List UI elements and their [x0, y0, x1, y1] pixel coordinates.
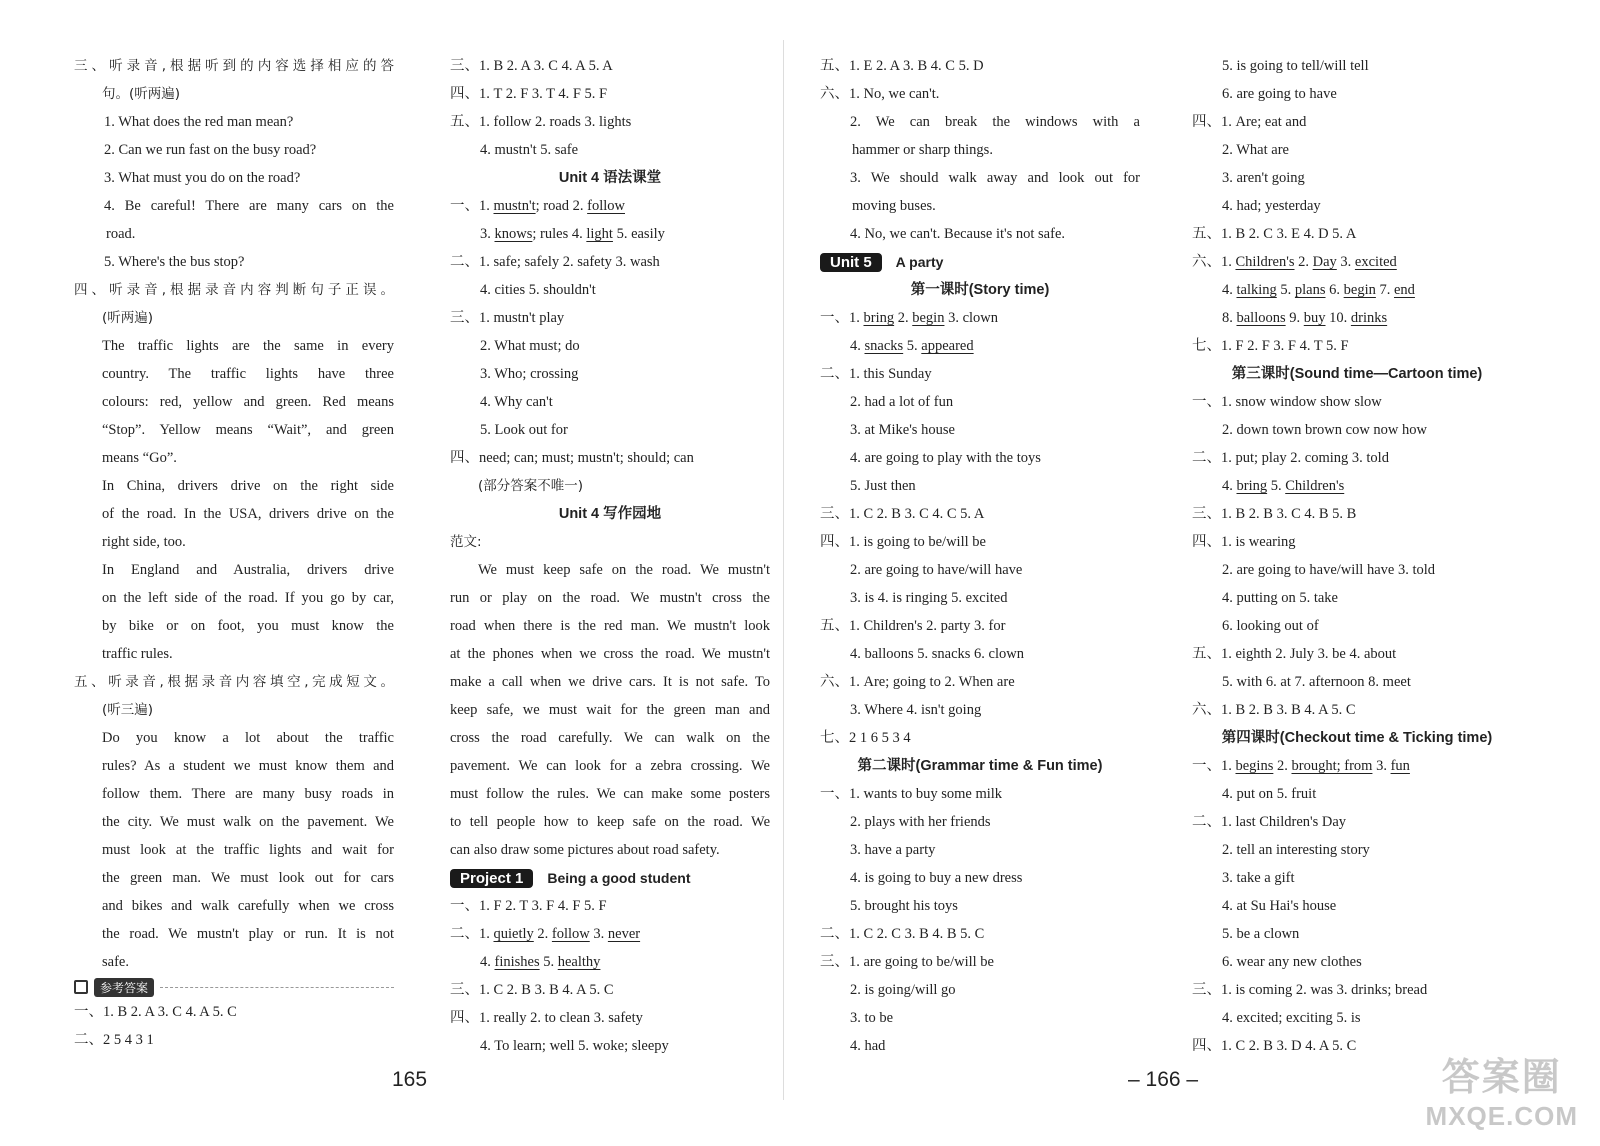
essay-line: We must keep safe on the road. We mustn't — [478, 562, 770, 578]
answer-line: 二、1. put; play 2. coming 3. told — [1192, 450, 1389, 466]
answer-line: 5. with 6. at 7. afternoon 8. meet — [1222, 674, 1411, 690]
answer-line: 3. is 4. is ringing 5. excited — [850, 590, 1008, 606]
essay-line: pavement. We can look for a zebra crossing. We — [450, 758, 770, 774]
answer-line: 一、1. F 2. T 3. F 4. F 5. F — [450, 898, 607, 914]
book-icon — [74, 980, 88, 994]
essay-line: cross the road carefully. We can walk on the — [450, 730, 770, 746]
answer-line: 8. balloons 9. buy 10. drinks — [1222, 310, 1388, 326]
passage-line: The traffic lights are the same in every — [102, 338, 394, 354]
answer-line: 七、2 1 6 5 3 4 — [820, 730, 911, 746]
answer-line: 3. at Mike's house — [850, 422, 955, 438]
answer-line: 一、1. wants to buy some milk — [820, 786, 1003, 802]
answer-line: 一、1. mustn't; road 2. follow — [450, 198, 625, 214]
answer-line: 3. knows; rules 4. light 5. easily — [480, 226, 665, 242]
answer-line: 2. are going to have/will have — [850, 562, 1023, 578]
answer-line: 四、1. Are; eat and — [1192, 114, 1307, 130]
essay-line: road when there is the red man. We mustn't look — [450, 618, 770, 634]
section-heading: 句。(听两遍) — [102, 86, 181, 102]
answer-line: 二、1. this Sunday — [820, 366, 932, 382]
answer-line: 2. had a lot of fun — [850, 394, 954, 410]
reference-answer-badge: 参考答案 — [94, 978, 154, 997]
answer-line: 4. excited; exciting 5. is — [1222, 1010, 1361, 1026]
unit-badge: Unit 5 — [820, 253, 882, 272]
answer-line: 4. had — [850, 1038, 886, 1054]
passage-line: must look at the traffic lights and wait for — [102, 842, 394, 858]
unit-section-heading: Unit 4 写作园地 — [558, 506, 662, 522]
reference-answer-banner — [74, 976, 394, 998]
answer-line: 三、1. C 2. B 3. B 4. A 5. C — [450, 982, 614, 998]
answer-line: 4. balloons 5. snacks 6. clown — [850, 646, 1024, 662]
answer-line: 二、1. safe; safely 2. safety 3. wash — [450, 254, 660, 270]
answer-line: 三、1. B 2. A 3. C 4. A 5. A — [450, 58, 613, 74]
answer-line: 2. are going to have/will have 3. told — [1222, 562, 1436, 578]
answer-line: 5. is going to tell/will tell — [1222, 58, 1369, 74]
essay-line: to tell people how to keep safe on the road. We — [450, 814, 770, 830]
answer-line: road. — [106, 226, 136, 242]
answer-line: 4. mustn't 5. safe — [480, 142, 579, 158]
answer-line: 六、1. Are; going to 2. When are — [820, 674, 1015, 690]
answer-line: 4. finishes 5. healthy — [480, 954, 601, 970]
answer-line: 3. aren't going — [1222, 170, 1305, 186]
column-1 — [74, 52, 394, 1054]
section-heading: 四、听录音,根据录音内容判断句子正误。 — [74, 282, 394, 298]
answer-line: 3. have a party — [850, 842, 936, 858]
passage-line: the green man. We must look out for cars — [102, 870, 394, 886]
passage-line: follow them. There are many busy roads in — [102, 786, 394, 802]
page-gutter — [783, 40, 784, 1100]
unit-header — [820, 248, 1140, 276]
essay-line: at the phones when we cross the road. We mustn't — [450, 646, 770, 662]
answer-line: 4. Why can't — [480, 394, 553, 410]
section-heading: (听两遍) — [102, 310, 154, 326]
answer-line: 4. talking 5. plans 6. begin 7. end — [1222, 282, 1415, 298]
answer-line: 4. To learn; well 5. woke; sleepy — [480, 1038, 669, 1054]
passage-line: the road. We mustn't play or run. It is not — [102, 926, 394, 942]
section-heading: (听三遍) — [102, 702, 154, 718]
answer-line: 2. is going/will go — [850, 982, 956, 998]
answer-line: 四、1. T 2. F 3. T 4. F 5. F — [450, 86, 608, 102]
answer-line: 6. are going to have — [1222, 86, 1337, 102]
sample-label: 范文: — [450, 534, 482, 550]
answer-line: 4. had; yesterday — [1222, 198, 1321, 214]
passage-line: on the left side of the road. If you go by car, — [102, 590, 394, 606]
passage-line: of the road. In the USA, drivers drive on the — [102, 506, 394, 522]
passage-line: Do you know a lot about the traffic — [102, 730, 394, 746]
answer-line: 四、1. really 2. to clean 3. safety — [450, 1010, 643, 1026]
answer-line: 四、1. is going to be/will be — [820, 534, 986, 550]
answer-line: 三、1. is coming 2. was 3. drinks; bread — [1192, 982, 1428, 998]
answer-line: 六、1. No, we can't. — [820, 86, 940, 102]
answer-line: 四、need; can; must; mustn't; should; can — [450, 450, 694, 466]
divider — [160, 987, 394, 988]
answer-line: moving buses. — [852, 198, 936, 214]
answer-line: 4. are going to play with the toys — [850, 450, 1041, 466]
column-3 — [820, 52, 1140, 1060]
answer-line: 4. snacks 5. appeared — [850, 338, 974, 354]
answer-line: 1. What does the red man mean? — [104, 114, 294, 130]
unit-section-heading: Unit 4 语法课堂 — [558, 170, 662, 186]
lesson-heading: 第一课时(Story time) — [910, 282, 1050, 298]
answer-line: 3. Who; crossing — [480, 366, 579, 382]
answer-line: 四、1. C 2. B 3. D 4. A 5. C — [1192, 1038, 1357, 1054]
answer-line: 3. take a gift — [1222, 870, 1295, 886]
answer-line: 6. wear any new clothes — [1222, 954, 1362, 970]
answer-line: 4. put on 5. fruit — [1222, 786, 1317, 802]
answer-line: 6. looking out of — [1222, 618, 1319, 634]
answer-line: 四、1. is wearing — [1192, 534, 1296, 550]
answer-line: 一、1. snow window show slow — [1192, 394, 1382, 410]
lesson-heading: 第四课时(Checkout time & Ticking time) — [1221, 730, 1493, 746]
answer-line: 5. Just then — [850, 478, 916, 494]
watermark-site: MXQE.COM — [1425, 1101, 1578, 1131]
passage-line: by bike or on foot, you must know the — [102, 618, 394, 634]
answer-line: 4. bring 5. Children's — [1222, 478, 1345, 494]
passage-line: safe. — [102, 954, 129, 970]
unit-title: A party — [895, 254, 944, 270]
answer-line: 六、1. Children's 2. Day 3. excited — [1192, 254, 1397, 270]
answer-line: 一、1. B 2. A 3. C 4. A 5. C — [74, 1004, 237, 1020]
page-number-left: 165 — [392, 1068, 428, 1091]
answer-line: 三、1. mustn't play — [450, 310, 565, 326]
answer-line: 4. cities 5. shouldn't — [480, 282, 596, 298]
answer-line: 二、1. quietly 2. follow 3. never — [450, 926, 641, 942]
passage-line: rules? As a student we must know them and — [102, 758, 394, 774]
essay-line: run or play on the road. We mustn't cross the — [450, 590, 770, 606]
answer-line: 5. brought his toys — [850, 898, 958, 914]
answer-line: 二、1. last Children's Day — [1192, 814, 1347, 830]
essay-line: make a call when we drive cars. It is not safe. To — [450, 674, 770, 690]
passage-line: country. The traffic lights have three — [102, 366, 394, 382]
column-2 — [450, 52, 770, 1060]
answer-line: 2. What must; do — [480, 338, 580, 354]
passage-line: right side, too. — [102, 534, 186, 550]
answer-line: 五、1. eighth 2. July 3. be 4. about — [1192, 646, 1397, 662]
project-title: Being a good student — [547, 870, 691, 886]
answer-line: 4. putting on 5. take — [1222, 590, 1338, 606]
lesson-heading: 第二课时(Grammar time & Fun time) — [857, 758, 1103, 774]
passage-line: the city. We must walk on the pavement. We — [102, 814, 394, 830]
answer-line: 二、2 5 4 3 1 — [74, 1032, 154, 1048]
answer-line: 三、1. B 2. B 3. C 4. B 5. B — [1192, 506, 1357, 522]
answer-line: 五、1. Children's 2. party 3. for — [820, 618, 1006, 634]
answer-line: 3. We should walk away and look out for — [850, 170, 1140, 186]
essay-line: must follow the rules. We can make some posters — [450, 786, 770, 802]
passage-line: colours: red, yellow and green. Red means — [102, 394, 394, 410]
project-badge: Project 1 — [450, 869, 533, 888]
project-header — [450, 864, 770, 892]
passage-line: “Stop”. Yellow means “Wait”, and green — [102, 422, 394, 438]
answer-line: 二、1. C 2. C 3. B 4. B 5. C — [820, 926, 985, 942]
answer-line: 2. down town brown cow now how — [1222, 422, 1427, 438]
answer-line: 2. What are — [1222, 142, 1289, 158]
answer-line: 三、1. are going to be/will be — [820, 954, 994, 970]
page-number-right: – 166 – — [1128, 1068, 1199, 1091]
answer-line: 4. No, we can't. Because it's not safe. — [850, 226, 1066, 242]
answer-line: 一、1. bring 2. begin 3. clown — [820, 310, 999, 326]
answer-line: 2. Can we run fast on the busy road? — [104, 142, 317, 158]
answer-line: 七、1. F 2. F 3. F 4. T 5. F — [1192, 338, 1349, 354]
answer-line: hammer or sharp things. — [852, 142, 993, 158]
answer-line: 4. is going to buy a new dress — [850, 870, 1023, 886]
answer-line: 一、1. begins 2. brought; from 3. fun — [1192, 758, 1410, 774]
note-line: (部分答案不唯一) — [478, 478, 584, 494]
answer-line: 5. Look out for — [480, 422, 568, 438]
answer-line: 4. Be careful! There are many cars on the — [104, 198, 394, 214]
answer-line: 3. to be — [850, 1010, 894, 1026]
watermark-logo: 答案圈 — [1441, 1055, 1562, 1099]
passage-line: and bikes and walk carefully when we cross — [102, 898, 394, 914]
passage-line: In China, drivers drive on the right side — [102, 478, 394, 494]
answer-line: 3. What must you do on the road? — [104, 170, 301, 186]
lesson-heading: 第三课时(Sound time—Cartoon time) — [1231, 366, 1483, 382]
answer-line: 五、1. B 2. C 3. E 4. D 5. A — [1192, 226, 1357, 242]
answer-line: 4. at Su Hai's house — [1222, 898, 1337, 914]
answer-line: 3. Where 4. isn't going — [850, 702, 982, 718]
answer-line: 2. plays with her friends — [850, 814, 991, 830]
passage-line: In England and Australia, drivers drive — [102, 562, 394, 578]
essay-line: can also draw some pictures about road safety. — [450, 842, 720, 858]
answer-line: 5. be a clown — [1222, 926, 1300, 942]
answer-line: 5. Where's the bus stop? — [104, 254, 245, 270]
answer-line: 2. tell an interesting story — [1222, 842, 1370, 858]
answer-line: 五、1. E 2. A 3. B 4. C 5. D — [820, 58, 984, 74]
essay-line: keep safe, we must wait for the green man and — [450, 702, 770, 718]
section-heading: 五、听录音,根据录音内容填空,完成短文。 — [74, 674, 394, 690]
passage-line: traffic rules. — [102, 646, 173, 662]
watermark — [1426, 1046, 1578, 1132]
section-heading: 三、听录音,根据听到的内容选择相应的答 — [74, 58, 394, 74]
answer-line: 五、1. follow 2. roads 3. lights — [450, 114, 632, 130]
passage-line: means “Go”. — [102, 450, 177, 466]
answer-line: 六、1. B 2. B 3. B 4. A 5. C — [1192, 702, 1356, 718]
column-4 — [1192, 52, 1522, 1060]
answer-line: 2. We can break the windows with a — [850, 114, 1140, 130]
answer-line: 三、1. C 2. B 3. C 4. C 5. A — [820, 506, 985, 522]
